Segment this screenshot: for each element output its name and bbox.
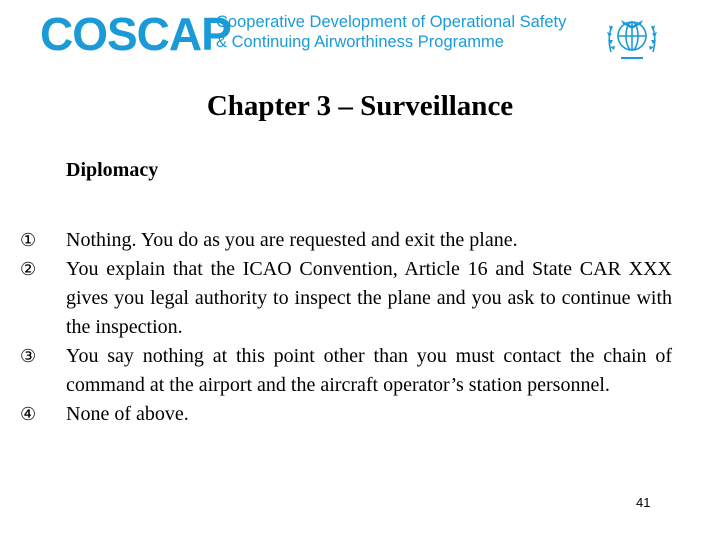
option-2-marker: ② — [20, 259, 37, 280]
answer-option-1 — [20, 226, 672, 255]
logo-tagline — [216, 12, 566, 52]
tagline-line-1: Cooperative Development of Operational Safety — [216, 13, 567, 31]
tagline-line-2: & Continuing Airworthiness Programme — [216, 33, 504, 51]
option-3-marker: ③ — [20, 346, 37, 367]
header — [40, 10, 680, 58]
answer-option-4 — [20, 400, 672, 429]
answer-option-3 — [20, 342, 672, 400]
option-3-text: You say nothing at this point other than you must contact the chain of command at the airport and the aircraft operator’s station personnel. — [66, 345, 672, 396]
option-4-marker: ④ — [20, 404, 37, 425]
slide-title: Chapter 3 – Surveillance — [206, 90, 514, 122]
option-2-text: You explain that the ICAO Convention, Article 16 and State CAR XXX gives you legal authority to inspect the plane and you ask to continue with the inspection. — [66, 258, 672, 338]
option-1-text: Nothing. You do as you are requested and exit the plane. — [66, 229, 518, 251]
page-number: 41 — [636, 495, 651, 510]
option-1-marker: ① — [20, 230, 37, 251]
answer-options-list — [20, 226, 672, 429]
option-4-text: None of above. — [66, 403, 189, 425]
answer-option-2 — [20, 255, 672, 342]
slide-subtitle: Diplomacy — [66, 159, 159, 181]
icao-emblem-icon — [603, 8, 661, 66]
coscap-logo: COSCAP — [40, 8, 231, 60]
